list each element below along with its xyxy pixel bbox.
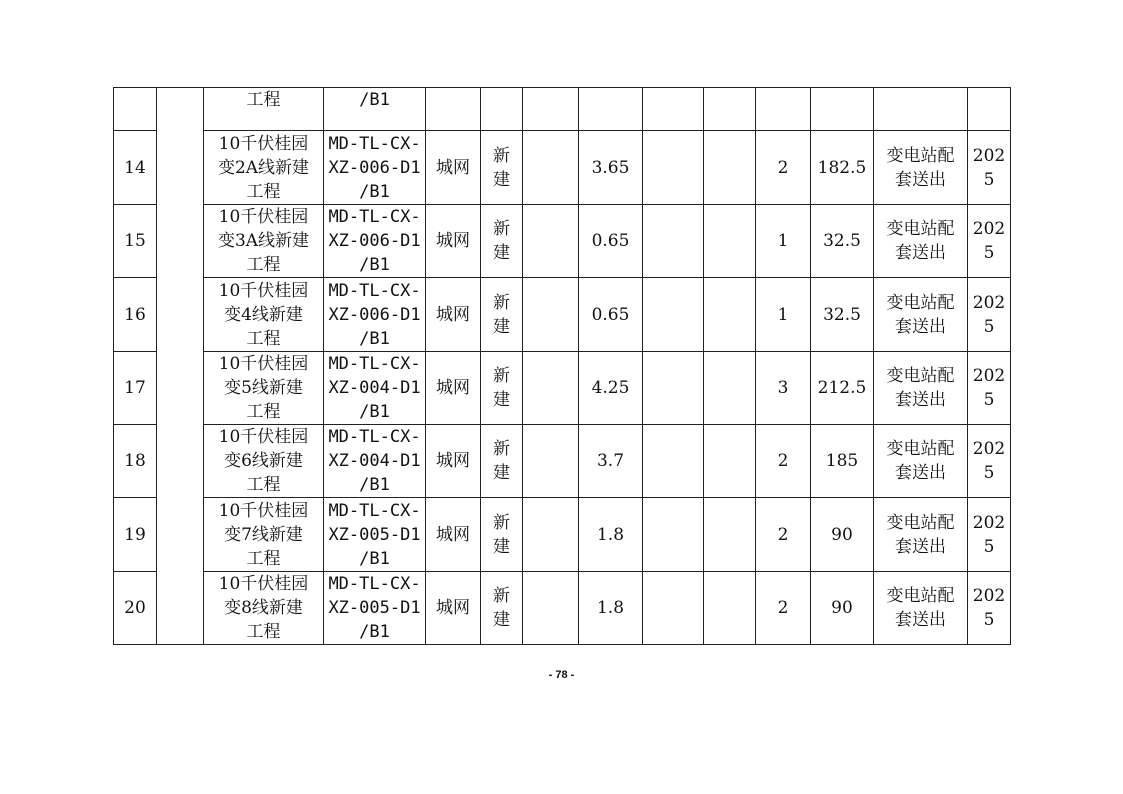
cell-purpose-line: 变电站配: [886, 439, 955, 459]
cell-blank: [523, 88, 579, 131]
cell-length-text: 1.8: [596, 524, 625, 545]
table-row: [114, 278, 1011, 352]
cell-purpose-line: 套送出: [895, 463, 946, 483]
cell-project-name-line: 变7线新建: [224, 524, 303, 545]
cell-type-line: 新: [493, 145, 510, 166]
cell-project-code-line: MD-TL-CX-: [328, 574, 421, 594]
cell-length-text: 1.8: [596, 598, 625, 618]
cell-year-line: 5: [983, 463, 995, 483]
cell-year: [968, 88, 1011, 131]
table-row: [114, 131, 1011, 205]
cell-project-code-line: MD-TL-CX-: [328, 133, 421, 154]
cell-area-text: 城网: [436, 378, 470, 398]
cell-year: [968, 352, 1011, 425]
cell-no-text: 15: [124, 231, 146, 251]
cell-amount: [811, 131, 874, 205]
cell-project-name-line: 工程: [246, 328, 281, 349]
cell-amount-text: 90: [831, 598, 853, 618]
cell-purpose-line: 套送出: [895, 610, 946, 630]
cell-purpose: [874, 88, 968, 131]
cell-amount: [811, 88, 874, 131]
cell-area-text: 城网: [436, 451, 470, 471]
cell-purpose-line: 变电站配: [886, 366, 955, 386]
cell-type: [481, 88, 523, 131]
cell-project-name-line: 变3A线新建: [217, 231, 310, 251]
cell-type-line: 新: [493, 512, 510, 533]
cell-project-code-line: MD-TL-CX-: [328, 280, 421, 301]
cell-project-name-line: 10千伏桂园: [218, 207, 309, 227]
cell-project-code-line: MD-TL-CX-: [328, 207, 421, 227]
cell-project-name-line: 10千伏桂园: [218, 574, 309, 594]
cell-purpose-line: 变电站配: [886, 512, 955, 533]
cell-purpose-line: 变电站配: [886, 292, 955, 313]
cell-area: [426, 278, 481, 352]
cell-amount: [811, 205, 874, 278]
cell-amount-text: 90: [831, 524, 853, 545]
cell-amount: [811, 425, 874, 498]
cell-purpose-line: 变电站配: [886, 219, 955, 239]
cell-count-text: 2: [777, 598, 789, 618]
cell-purpose-line: 套送出: [895, 390, 946, 410]
cell-project-name-line: 10千伏桂园: [218, 427, 309, 447]
cell-type: [481, 498, 523, 572]
cell-project-name-line: 10千伏桂园: [218, 280, 309, 301]
cell-year: [968, 205, 1011, 278]
cell-area: [426, 425, 481, 498]
cell-area: [426, 205, 481, 278]
cell-blank: [643, 572, 704, 645]
page-number: - 78 -: [548, 669, 575, 681]
cell-project-code-line: XZ-005-D1: [328, 598, 421, 618]
cell-project-code: [324, 205, 426, 278]
cell-no-text: 20: [124, 598, 146, 618]
cell-type: [481, 572, 523, 645]
cell-area-text: 城网: [436, 231, 470, 251]
cell-no: [114, 131, 157, 205]
cell-project-code-line: /B1: [359, 181, 390, 202]
cell-count: [756, 88, 811, 131]
cell-project-name-line: 变2A线新建: [217, 157, 310, 178]
cell-purpose-line: 变电站配: [886, 145, 955, 166]
cell-project-code-line: /B1: [359, 402, 390, 422]
cell-type: [481, 131, 523, 205]
cell-length-text: 4.25: [591, 378, 630, 398]
cell-length-text: 3.65: [591, 157, 630, 178]
cell-purpose: [874, 425, 968, 498]
cell-blank: [643, 88, 704, 131]
cell-amount-text: 212.5: [817, 378, 867, 398]
cell-no-text: 14: [124, 157, 146, 178]
cell-amount-text: 185: [825, 451, 859, 471]
cell-area: [426, 131, 481, 205]
cell-no: [114, 88, 157, 131]
cell-no: [114, 278, 157, 352]
cell-project-code-line: /B1: [359, 548, 390, 569]
cell-category-merged: [157, 88, 204, 645]
cell-count-text: 1: [777, 231, 789, 251]
cell-purpose-line: 变电站配: [886, 586, 955, 606]
cell-area-text: 城网: [436, 598, 470, 618]
cell-count: [756, 425, 811, 498]
cell-project-code-line: /B1: [359, 622, 390, 642]
cell-type-line: 新: [493, 586, 510, 606]
table-row: [114, 425, 1011, 498]
cell-count: [756, 572, 811, 645]
cell-area-text: 城网: [436, 157, 470, 178]
cell-project-code-line: XZ-006-D1: [328, 304, 421, 325]
table-row: [114, 498, 1011, 572]
cell-project-name: [204, 88, 324, 131]
cell-purpose: [874, 131, 968, 205]
cell-length: [579, 425, 643, 498]
cell-purpose: [874, 278, 968, 352]
cell-year-line: 5: [983, 536, 995, 557]
project-table: [113, 87, 1011, 645]
cell-type-line: 建: [493, 463, 510, 483]
project-code-text: /B1: [359, 90, 390, 110]
cell-blank: [523, 498, 579, 572]
cell-count-text: 3: [777, 378, 789, 398]
cell-purpose-line: 套送出: [895, 243, 946, 263]
cell-count: [756, 498, 811, 572]
cell-amount: [811, 572, 874, 645]
cell-year: [968, 278, 1011, 352]
cell-area: [426, 352, 481, 425]
cell-project-name-line: 工程: [246, 255, 281, 275]
cell-area: [426, 88, 481, 131]
cell-type-line: 建: [493, 316, 510, 337]
cell-project-code-line: /B1: [359, 475, 390, 495]
cell-project-name: [204, 498, 324, 572]
cell-length-text: 0.65: [591, 231, 630, 251]
cell-length-text: 0.65: [591, 304, 630, 325]
cell-project-code-line: XZ-004-D1: [328, 451, 421, 471]
cell-year-line: 202: [972, 292, 1006, 313]
cell-blank: [523, 131, 579, 205]
cell-no: [114, 352, 157, 425]
cell-project-name-line: 10千伏桂园: [218, 500, 309, 521]
cell-project-code-line: XZ-006-D1: [328, 231, 421, 251]
cell-project-code: [324, 131, 426, 205]
project-name-text: 工程: [246, 90, 281, 110]
cell-length: [579, 205, 643, 278]
cell-no-text: 19: [124, 524, 146, 545]
cell-type-line: 新: [493, 219, 510, 239]
cell-length: [579, 88, 643, 131]
cell-purpose: [874, 352, 968, 425]
cell-project-code-line: MD-TL-CX-: [328, 427, 421, 447]
cell-blank: [643, 425, 704, 498]
cell-project-name-line: 工程: [246, 181, 281, 202]
cell-amount-text: 32.5: [823, 231, 861, 251]
cell-amount: [811, 498, 874, 572]
cell-type-line: 新: [493, 439, 510, 459]
cell-amount: [811, 278, 874, 352]
cell-project-code-line: XZ-005-D1: [328, 524, 421, 545]
cell-count-text: 2: [777, 524, 789, 545]
table-row: [114, 205, 1011, 278]
cell-project-code: [324, 425, 426, 498]
cell-type: [481, 205, 523, 278]
cell-project-name-line: 工程: [246, 402, 281, 422]
cell-blank: [704, 205, 756, 278]
cell-project-code-line: /B1: [359, 328, 390, 349]
cell-project-name-line: 变4线新建: [224, 304, 303, 325]
cell-type-line: 新: [493, 292, 510, 313]
cell-year-line: 5: [983, 243, 995, 263]
cell-type: [481, 278, 523, 352]
cell-year: [968, 572, 1011, 645]
cell-type: [481, 425, 523, 498]
cell-project-name-line: 10千伏桂园: [218, 133, 309, 154]
cell-purpose-line: 套送出: [895, 536, 946, 557]
cell-blank: [523, 352, 579, 425]
cell-year: [968, 131, 1011, 205]
cell-year-line: 202: [972, 512, 1006, 533]
cell-year-line: 202: [972, 439, 1006, 459]
cell-type-line: 建: [493, 169, 510, 190]
cell-project-code-line: MD-TL-CX-: [328, 500, 421, 521]
cell-blank: [704, 352, 756, 425]
cell-length: [579, 131, 643, 205]
cell-count-text: 2: [777, 451, 789, 471]
cell-no-text: 16: [124, 304, 146, 325]
cell-blank: [523, 425, 579, 498]
cell-year-line: 202: [972, 586, 1006, 606]
table-row: [114, 572, 1011, 645]
cell-project-code: [324, 278, 426, 352]
cell-amount-text: 32.5: [823, 304, 861, 325]
cell-project-name: [204, 278, 324, 352]
cell-purpose-line: 套送出: [895, 169, 946, 190]
cell-amount-text: 182.5: [817, 157, 867, 178]
cell-type-line: 新: [493, 366, 510, 386]
cell-blank: [704, 88, 756, 131]
cell-project-name: [204, 425, 324, 498]
cell-area-text: 城网: [436, 304, 470, 325]
cell-project-name-line: 工程: [246, 622, 281, 642]
cell-year-line: 5: [983, 390, 995, 410]
cell-project-name-line: 工程: [246, 475, 281, 495]
cell-project-name: [204, 131, 324, 205]
cell-type-line: 建: [493, 536, 510, 557]
cell-blank: [704, 278, 756, 352]
cell-project-code: [324, 352, 426, 425]
cell-no: [114, 425, 157, 498]
cell-length: [579, 278, 643, 352]
cell-purpose: [874, 572, 968, 645]
cell-project-name-line: 工程: [246, 548, 281, 569]
cell-length: [579, 352, 643, 425]
cell-purpose-line: 套送出: [895, 316, 946, 337]
cell-count: [756, 278, 811, 352]
cell-project-code: [324, 88, 426, 131]
cell-count: [756, 205, 811, 278]
cell-year-line: 202: [972, 145, 1006, 166]
cell-type-line: 建: [493, 390, 510, 410]
cell-project-name: [204, 205, 324, 278]
cell-blank: [643, 205, 704, 278]
cell-year: [968, 498, 1011, 572]
cell-count-text: 1: [777, 304, 789, 325]
cell-area-text: 城网: [436, 524, 470, 545]
cell-blank: [643, 131, 704, 205]
cell-year-line: 202: [972, 219, 1006, 239]
cell-year-line: 202: [972, 366, 1006, 386]
cell-length: [579, 572, 643, 645]
cell-project-code: [324, 498, 426, 572]
cell-blank: [704, 131, 756, 205]
cell-year-line: 5: [983, 610, 995, 630]
cell-project-name: [204, 352, 324, 425]
cell-project-name: [204, 572, 324, 645]
cell-no-text: 18: [124, 451, 146, 471]
cell-no: [114, 205, 157, 278]
cell-blank: [643, 278, 704, 352]
cell-no-text: 17: [124, 378, 146, 398]
cell-count: [756, 352, 811, 425]
cell-blank: [523, 205, 579, 278]
cell-year-line: 5: [983, 169, 995, 190]
cell-count-text: 2: [777, 157, 789, 178]
cell-blank: [523, 278, 579, 352]
cell-type-line: 建: [493, 610, 510, 630]
cell-project-name-line: 10千伏桂园: [218, 354, 309, 374]
table-row: [114, 352, 1011, 425]
cell-blank: [643, 498, 704, 572]
cell-blank: [704, 572, 756, 645]
cell-blank: [704, 498, 756, 572]
cell-project-code-line: XZ-006-D1: [328, 157, 421, 178]
cell-type: [481, 352, 523, 425]
cell-project-name-line: 变5线新建: [224, 378, 303, 398]
cell-type-line: 建: [493, 243, 510, 263]
cell-project-name-line: 变8线新建: [224, 598, 303, 618]
cell-year: [968, 425, 1011, 498]
cell-length: [579, 498, 643, 572]
cell-blank: [643, 352, 704, 425]
cell-no: [114, 572, 157, 645]
cell-purpose: [874, 205, 968, 278]
cell-area: [426, 498, 481, 572]
cell-project-code: [324, 572, 426, 645]
cell-project-name-line: 变6线新建: [224, 451, 303, 471]
cell-count: [756, 131, 811, 205]
cell-length-text: 3.7: [596, 451, 625, 471]
cell-year-line: 5: [983, 316, 995, 337]
cell-blank: [704, 425, 756, 498]
cell-project-code-line: /B1: [359, 255, 390, 275]
cell-area: [426, 572, 481, 645]
cell-project-code-line: MD-TL-CX-: [328, 354, 421, 374]
cell-amount: [811, 352, 874, 425]
cell-project-code-line: XZ-004-D1: [328, 378, 421, 398]
cell-no: [114, 498, 157, 572]
table-row-continued: [114, 88, 1011, 131]
cell-blank: [523, 572, 579, 645]
cell-purpose: [874, 498, 968, 572]
